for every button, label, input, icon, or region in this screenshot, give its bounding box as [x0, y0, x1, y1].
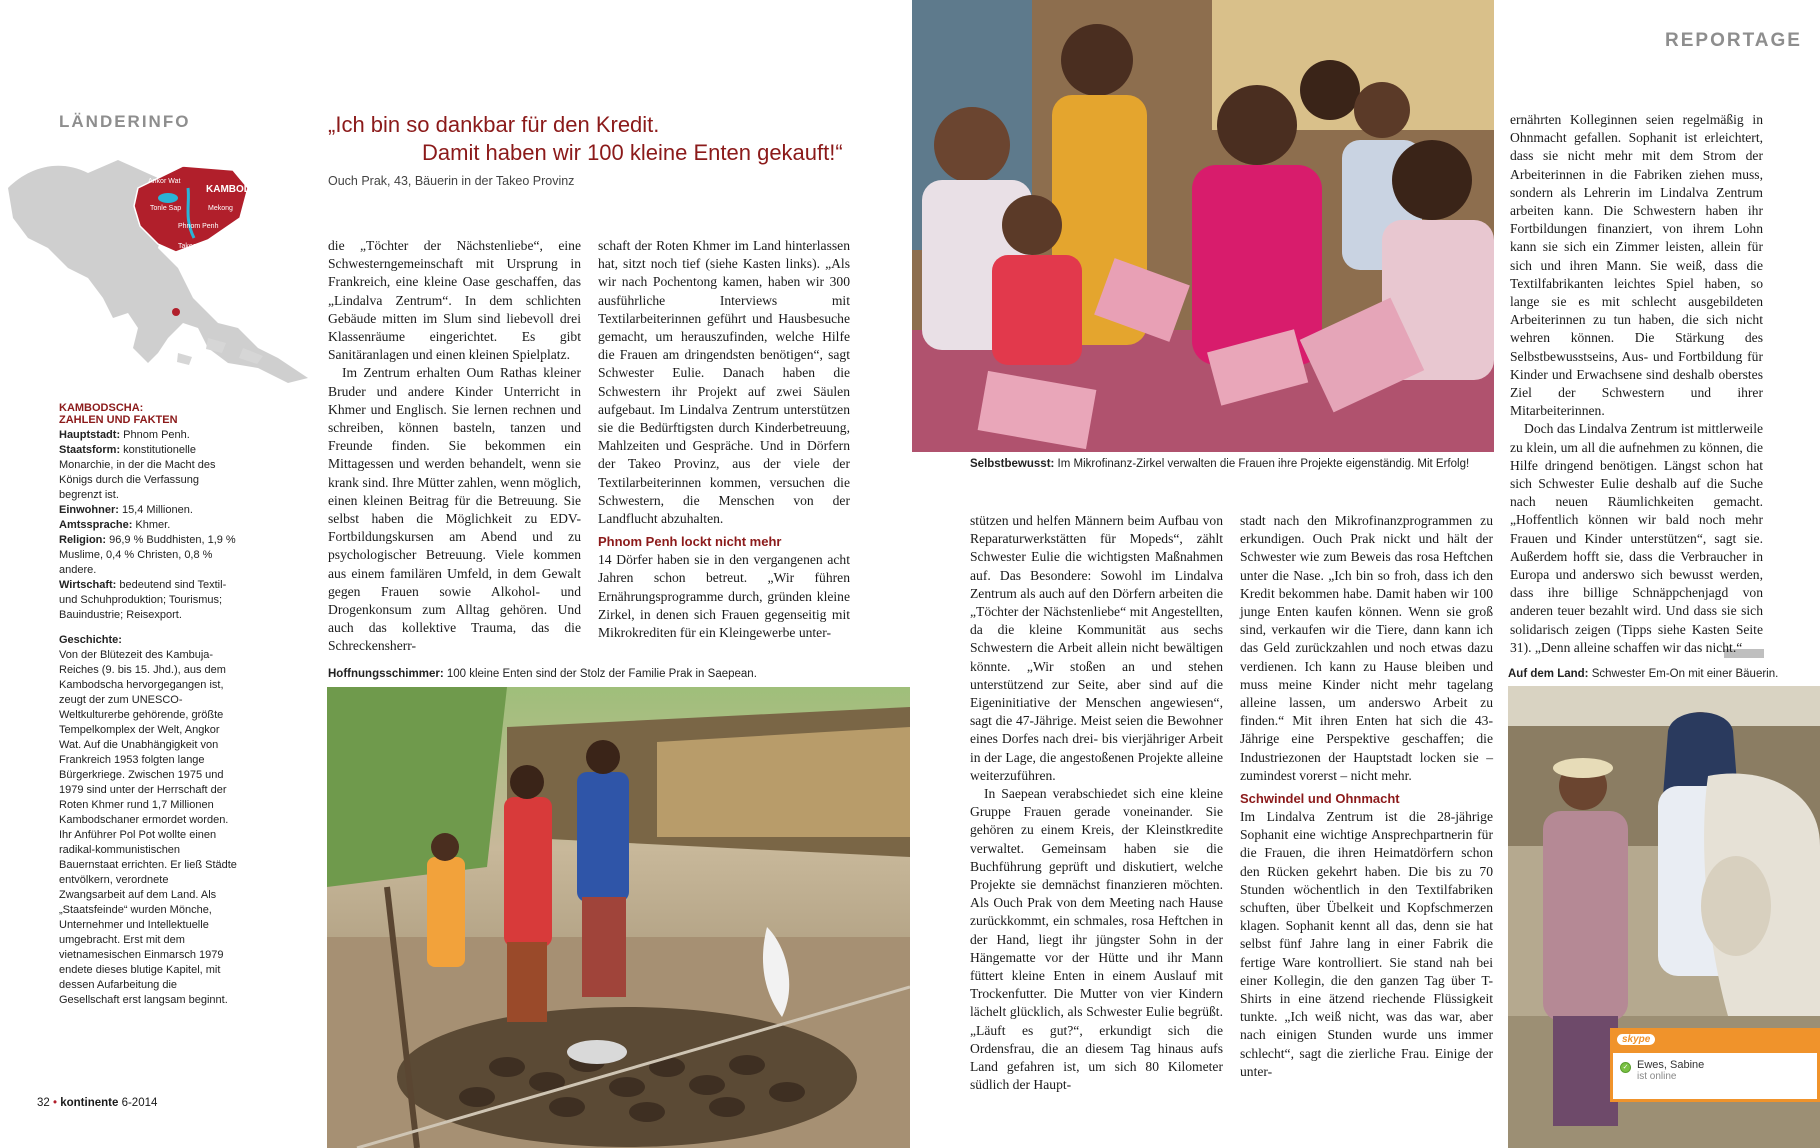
history-text: Von der Blütezeit des Kambuja-Reiches (9. bis 15. Jhd.), aus dem Kambodscha hervorgegangen ist, zeugt der zum UNESCO-Weltkulturerbe gehörende, größte Tempelkomplex der Welt, Angkor Wat. Auf die Unabhängigkeit von Frankreich 1953 folgten lange Bürgerkriege. Zwischen 1975 und 1979 sind unter der Herrschaft der Roten Khmer rund 1,7 Millionen Kambodschaner ermordet worden. Ihr Anführer Pol Pot wollte einen radikal-kommunistischen Bauernstaat errichten. Er ließ Städte entvölkern, verordnete Zwangsarbeit auf dem Land. Als „Staatsfeinde“ wurden Mönche, Unternehmer und Intellektuelle umgebracht. Erst mit dem vietnamesischen Einmarsch 1979 endete dieses blutige Kapitel, mit dessen Aufarbeitung die Gesellschaft erst langsam beginnt.: [59, 649, 237, 1006]
quote-line-1: „Ich bin so dankbar für den Kredit.: [328, 112, 660, 137]
section-heading-reportage: REPORTAGE: [1665, 30, 1802, 51]
map-label-tonle: Tonle Sap: [150, 205, 182, 212]
map-label-phnompenh: Phnom Penh: [178, 223, 219, 230]
cambodia-map: [8, 148, 313, 388]
pull-quote: [328, 112, 848, 188]
page-footer: 32 • kontinente 6-2014: [37, 1097, 158, 1109]
subhead-schwindel: Schwindel und Ohnmacht: [1240, 791, 1400, 807]
fact-capital: Hauptstadt: Phnom Penh.: [59, 429, 190, 441]
fact-language: Amtssprache: Khmer.: [59, 519, 171, 531]
skype-logo: skype: [1617, 1034, 1655, 1045]
section-heading-laenderinfo: LÄNDERINFO: [59, 112, 191, 131]
history-label: Geschichte:: [59, 634, 122, 646]
text-column-2: schaft der Roten Khmer im Land hinterlassen hat, sitzt noch tief (siehe Kasten links). „Als wir nach Pochentong kamen, haben wir 300 ausführliche Interviews mit Textilarbeiterinnen geführt und Hausbesuche gemacht, um herauszufinden, welche Hilfe die Frauen am dringendsten benötigen“, sagt Schwester Eulie. Danach haben die Schwestern ihr Projekt auf zwei Säulen aufgebaut. Im Lindalva Zentrum unterstützen sie die Bedürftigsten durch Kinderbetreuung, Mahlzeiten und Gespräche. Und in Dörfern der Takeo Provinz, aus der viele der Textilarbeiterinnen kommen, versuchen die Schwestern, die Menschen von der Landflucht abzuhalten. Phnom Penh lockt nicht mehr 14 Dörfer haben sie in den vergangenen acht Jahren schon betreut. „Wir führen Ernährungsprogramme durch, gründen kleine Zirkel, in denen sich Frauen gegenseitig mit Mikrokrediten für ein Kleingewerbe unter-: [598, 238, 850, 641]
photo-caption-ducks: Hoffnungsschimmer: 100 kleine Enten sind der Stolz der Familie Prak in Saepean.: [328, 668, 757, 680]
fact-religion: Religion: 96,9 % Buddhisten, 1,9 % Muslime, 0,4 % Christen, 0,8 % andere.: [59, 534, 236, 576]
skype-contact-name: Ewes, Sabine: [1637, 1059, 1705, 1071]
skype-notification[interactable]: [1610, 1028, 1820, 1102]
photo-women-microfinance: [912, 0, 1494, 452]
text-column-3: stützen und helfen Männern beim Aufbau von Reparaturwerkstätten für Mopeds“, zählt Schwester Eulie die wichtigsten Maßnahmen auf. Das Besondere: Sowohl im Lindalva Zentrum als auch auf den Dörfern arbeiten die „Töchter der Nächstenliebe“ mit Angestellten, da die kleine Kommunität aus sechs Schwestern die Arbeit allein nicht bewältigen könnte. „Wir stoßen an und stehen unterstützend zur Seite, aber sind auf die Eigeninitiative der Menschen angewiesen“, sagt die 47-Jährige. Meist seien die Bewohner eines Dorfes nach drei- bis vierjähriger Arbeit in der Lage, die angestoßenen Projekte alleine weiterzuführen. In Saepean verabschiedet sich eine kleine Gruppe Frauen gerade voneinander. Sie gehören zu einem Kreis, der Kleinstkredite verwaltet. Gemeinsam haben sie die Buchführung geprüft und diskutiert, welche Projekte sie demnächst finanzieren möchten. Als Ouch Prak von dem Meeting nach Hause zurückkommt, ein schmales, rosa Heftchen in der Hand, liegt ihr jüngster Sohn in der Hängematte vor der Hütte und ihr Mann füttert kleine Enten in einem Auslauf mit Trockenfutter. Die Mutter von vier Kindern lächelt glücklich, als Schwester Eulie begrüßt. „Läuft es gut?“, erkundigt sich die Ordensfrau, die an diesem Tag hinaus aufs Land gefahren ist, um sich 80 Kilometer südlich der Haupt-: [970, 513, 1223, 1093]
fact-economy: Wirtschaft: bedeutend sind Textil- und Schuhproduktion; Tourismus; Bauindustrie; Reisexport.: [59, 579, 227, 621]
skype-status-text: ist online: [1637, 1071, 1677, 1082]
facts-title-2: ZAHLEN UND FAKTEN: [59, 414, 178, 426]
fact-population: Einwohner: 15,4 Millionen.: [59, 504, 193, 516]
photo-caption-sister: Auf dem Land: Schwester Em-On mit einer Bäuerin.: [1508, 668, 1779, 680]
photo-caption-women: Selbstbewusst: Im Mikrofinanz-Zirkel verwalten die Frauen ihre Projekte eigenständig. Mit Erfolg!: [970, 458, 1470, 470]
quote-attribution: Ouch Prak, 43, Bäuerin in der Takeo Provinz: [328, 174, 575, 188]
subhead-phnom-penh: Phnom Penh lockt nicht mehr: [598, 534, 782, 550]
online-status-icon: ✓: [1620, 1062, 1631, 1073]
facts-box: [59, 402, 237, 1008]
quote-line-2: Damit haben wir 100 kleine Enten gekauft!“: [422, 140, 843, 165]
map-label-takeo: Takeo: [178, 243, 197, 250]
map-label-mekong: Mekong: [208, 205, 233, 212]
text-column-1: die „Töchter der Nächstenliebe“, eine Schwesterngemeinschaft mit Ursprung in Frankreich, eine kleine Oase geschaffen, das „Lindalva Zentrum“. In dem schlichten Gebäude mitten im Slum sind liebevoll drei Klassenräume eingerichtet. Es gibt Sanitäranlagen und einen kleinen Spielplatz. Im Zentrum erhalten Oum Rathas kleiner Bruder und andere Kinder Unterricht in Khmer und Englisch. Sie lernen rechnen und schreiben, können basteln, tanzen und Freunde finden. Sie bekommen ein Mittagessen und werden behandelt, wenn sie krank sind. Ihre Mütter zahlen, wenn möglich, einen kleinen Beitrag für die Betreuung. Sie selbst haben die Möglichkeit zu EDV-Fortbildungskursen am Abend und zu psychologischer Betreuung. Viele kommen aus einem familären Umfeld, in dem Gewalt gegen Frauen sowie Alkohol- und Drogenkonsum zum Alltag gehören. Und auch das kollektive Trauma, das die Schreckensherr-: [328, 238, 581, 654]
skype-header-bar: [1613, 1031, 1817, 1053]
skype-contact-row[interactable]: [1613, 1053, 1817, 1082]
facts-title-1: KAMBODSCHA:: [59, 402, 144, 414]
tonle-sap-lake: [158, 193, 178, 203]
text-column-4: stadt nach den Mikrofinanzprogrammen zu erkundigen. Ouch Prak nickt und hält der Schwester wie zum Beweis das rosa Heftchen unter die Nase. „Ich bin so froh, dass ich den Kredit bekommen habe. Damit haben wir 100 junge Enten kaufen können. Wenn sie groß sind, verkaufen wir die Tiere, dann kann ich das Geld zurückzahlen und noch etwas dazu verdienen. Ich kann zu Hause bleiben und muss meine Kinder nicht mehr tagelang alleine lassen, um anderswo Arbeit zu finden.“ Mit ihren Enten hat sich die 43-Jährige eine Perspektive geschaffen; die Industriezonen der Hauptstadt locken sie – zumindest vorerst – nicht mehr. Schwindel und Ohnmacht Im Lindalva Zentrum ist die 28-jährige Sophanit eine wichtige Ansprechpartnerin für die Frauen, die ihren Heimatdörfern schon den Rücken gekehrt haben. Die bis zu 70 Stunden wöchentlich in den Textilfabriken schuften, über Übelkeit und Kopfschmerzen klagen. Sophanit kennt all das, denn sie hat selbst fünf Jahre lang in einer Fabrik die fertige Ware kontrolliert. Sie stand nah bei einer Kollegin, die den ganzen Tag über T-Shirts in eine ätzend riechende Flüssigkeit tunkte. „Ich weiß nicht, was das war, aber nach einigen Stunden wurde uns immer schlecht“, sagt die zierliche Frau. Einige der unter-: [1240, 513, 1493, 1079]
text-column-5: ernährten Kolleginnen seien regelmäßig in Ohnmacht gefallen. Sophanit ist erleichtert, dass sie nicht mehr mit dem Strom der Arbeiterinnen in die Fabriken ziehen muss, sondern als Lehrerin im Lindalva Zentrum arbeiten kann. Die Schwestern haben ihr Fortbildungen finanziert, von ihrem Lohn kann sie sich ein Zimmer leisten, allein für sich und ihren Mann. Sie weiß, dass die Textilfabrikanten leichtes Spiel haben, so lange sie es mit schlecht ausgebildeten Arbeiterinnen zu tun haben, die sich nicht wehren können. Die Stärkung des Selbstbewusstseins, Aus- und Fortbildung für Kinder und Erwachsene sind deshalb oberstes Ziel der Schwestern und ihrer Mitarbeiterinnen. Doch das Lindalva Zentrum ist mittlerweile zu klein, um all die aufnehmen zu können, die Hilfe dringend benötigen. Längst schon hat sich Schwester Eulie deshalb auf die Suche nach neuen Räumlichkeiten gemacht. „Hoffentlich können wir bald noch mehr Frauen und Kinder unterstützen“, sagt sie. Außerdem hofft sie, dass die Verbraucher in Europa und anderswo sich bewusst werden, dass ihre billige Schnäppchenjagd von anderen teuer bezahlt wird. Und dass sie sich solidarisch zeigen (Tipps siehe Kasten Seite 31). „Denn alleine schaffen wir das nicht.“: [1510, 111, 1763, 658]
location-marker: [172, 308, 180, 316]
photo-duck-family: [327, 687, 910, 1148]
map-label-angkor: Ankor Wat: [148, 178, 181, 185]
map-label-country: KAMBODSCHA: [206, 184, 280, 195]
fact-government: Staatsform: konstitutionelle Monarchie, in der die Macht des Königs durch die Verfassung begrenzt ist.: [59, 444, 216, 501]
